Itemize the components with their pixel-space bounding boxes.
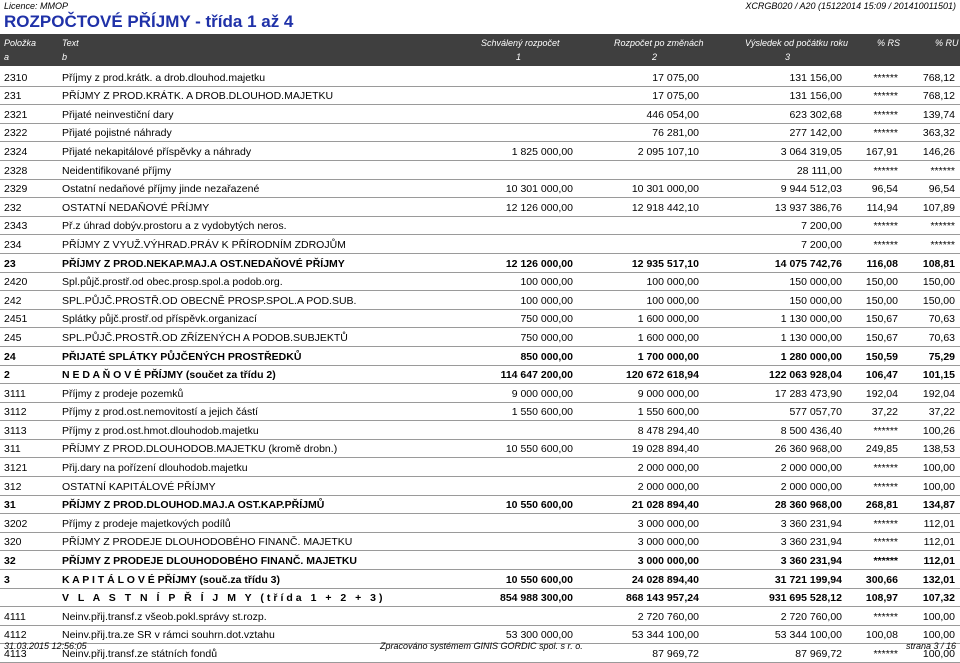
cell-text: PŘÍJMY Z PRODEJE DLOUHODOBÉHO FINANČ. MAJETKU — [62, 555, 357, 568]
cell-text: PŘÍJMY Z PROD.DLOUHOD.MAJ.A OST.KAP.PŘÍJMŮ — [62, 499, 325, 512]
cell-v5: 100,00 — [922, 648, 955, 660]
table-row — [0, 384, 960, 403]
cell-v3: 13 937 386,76 — [774, 201, 842, 214]
cell-v4: ****** — [873, 536, 898, 549]
header-po-zmenach: Rozpočet po změnách — [614, 38, 704, 48]
cell-v1: 10 550 600,00 — [505, 573, 573, 586]
table-row — [0, 124, 960, 143]
cell-v5: 150,00 — [922, 294, 955, 307]
cell-v4: ****** — [873, 555, 898, 568]
cell-v4: 249,85 — [865, 443, 898, 456]
table-row — [0, 589, 960, 608]
table-row — [0, 607, 960, 626]
table-row — [0, 328, 960, 347]
cell-v4: 150,00 — [865, 276, 898, 289]
cell-v4: 100,08 — [865, 629, 898, 642]
cell-v1: 10 550 600,00 — [505, 499, 573, 512]
cell-v4: ****** — [873, 164, 898, 177]
cell-v4: 114,94 — [866, 201, 898, 214]
cell-text: Př.z úhrad dobýv.prostoru a z vydobytých neros. — [62, 220, 287, 233]
table-row — [0, 477, 960, 496]
cell-v3: 931 695 528,12 — [769, 592, 842, 605]
cell-v4: ****** — [873, 238, 898, 251]
table-row — [0, 273, 960, 292]
cell-v5: 132,01 — [922, 573, 955, 586]
cell-v5: 108,81 — [922, 257, 955, 270]
cell-v3: 28 111,00 — [796, 164, 842, 177]
cell-v2: 9 000 000,00 — [637, 387, 699, 400]
cell-text: Příjmy z prod.ost.hmot.dlouhodob.majetku — [62, 424, 259, 437]
cell-v1: 1 825 000,00 — [511, 145, 573, 158]
cell-v4: ****** — [873, 127, 898, 140]
header-text: Text — [62, 38, 79, 48]
cell-code: 3202 — [4, 517, 28, 530]
table-row — [0, 570, 960, 589]
cell-v5: ****** — [930, 164, 955, 177]
cell-v2: 12 918 442,10 — [631, 201, 699, 214]
cell-v5: ****** — [930, 220, 955, 233]
cell-v5: 134,87 — [922, 499, 955, 512]
cell-text: Neidentifikované příjmy — [62, 164, 172, 177]
cell-v1: 12 126 000,00 — [505, 201, 573, 214]
cell-v1: 750 000,00 — [520, 313, 573, 326]
cell-v2: 2 720 760,00 — [637, 610, 699, 623]
table-row — [0, 254, 960, 273]
header-sub-a: a — [4, 52, 10, 62]
cell-text: PŘIJATÉ SPLÁTKY PŮJČENÝCH PROSTŘEDKŮ — [62, 350, 302, 363]
cell-v3: 1 130 000,00 — [780, 313, 842, 326]
cell-text: N E D A Ň O V É PŘÍJMY (součet za třídu 2) — [62, 369, 276, 382]
cell-v3: 7 200,00 — [801, 238, 842, 251]
table-header — [0, 34, 960, 66]
cell-v3: 2 000 000,00 — [780, 462, 842, 475]
cell-text: Přijaté neinvestiční dary — [62, 108, 174, 121]
header-vysledek: Výsledek od počátku roku — [745, 38, 849, 48]
cell-v1: 750 000,00 — [520, 331, 573, 344]
cell-code: 2324 — [4, 145, 28, 158]
cell-v5: 75,29 — [928, 350, 955, 363]
cell-v4: ****** — [873, 424, 898, 437]
cell-v2: 19 028 894,40 — [631, 443, 699, 456]
cell-v2: 2 095 107,10 — [637, 145, 699, 158]
header-sub-3: 3 — [785, 52, 791, 62]
header-sub-2: 2 — [652, 52, 658, 62]
cell-text: Přijaté nekapitálové příspěvky a náhrady — [62, 145, 252, 158]
cell-text: Příjmy z prod.ost.nemovitostí a jejich částí — [62, 406, 259, 419]
cell-v2: 1 600 000,00 — [637, 313, 699, 326]
table-row — [0, 105, 960, 124]
cell-code: 4112 — [4, 629, 27, 642]
header-polozka: Položka — [4, 38, 37, 48]
cell-v2: 12 935 517,10 — [631, 257, 699, 270]
cell-v5: 768,12 — [922, 90, 955, 103]
cell-text: OSTATNÍ KAPITÁLOVÉ PŘÍJMY — [62, 480, 216, 493]
license-text: Licence: MMOP — [4, 1, 69, 11]
cell-v2: 10 301 000,00 — [631, 183, 699, 196]
cell-v5: 100,26 — [922, 424, 955, 437]
cell-v1: 100 000,00 — [520, 294, 573, 307]
cell-v4: ****** — [873, 71, 898, 84]
cell-code: 245 — [4, 331, 22, 344]
cell-text: Příjmy z prodeje pozemků — [62, 387, 184, 400]
cell-code: 4113 — [4, 648, 27, 660]
cell-code: 231 — [4, 90, 22, 103]
table-row — [0, 421, 960, 440]
cell-code: 4111 — [4, 610, 26, 623]
cell-v1: 9 000 000,00 — [511, 387, 573, 400]
cell-text: SPL.PŮJČ.PROSTŘ.OD ZŘÍZENÝCH A PODOB.SUBJEKTŮ — [62, 331, 348, 344]
cell-v4: 150,00 — [865, 294, 898, 307]
cell-v2: 100 000,00 — [646, 276, 699, 289]
cell-v4: ****** — [873, 480, 898, 493]
cell-v3: 122 063 928,04 — [769, 369, 842, 382]
header-sub-b: b — [62, 52, 68, 62]
table-body — [0, 68, 960, 663]
cell-v2: 17 075,00 — [652, 71, 699, 84]
cell-v2: 446 054,00 — [646, 108, 699, 121]
cell-text: Přijaté pojistné náhrady — [62, 127, 172, 140]
cell-v4: ****** — [873, 517, 898, 530]
cell-v3: 17 283 473,90 — [774, 387, 842, 400]
table-row — [0, 533, 960, 552]
cell-v4: 150,67 — [865, 313, 898, 326]
cell-v2: 17 075,00 — [652, 90, 699, 103]
cell-v2: 8 478 294,40 — [637, 424, 699, 437]
cell-code: 2328 — [4, 164, 28, 177]
cell-v5: ****** — [930, 238, 955, 251]
cell-v1: 114 647 200,00 — [500, 369, 573, 382]
cell-v2: 3 000 000,00 — [637, 536, 699, 549]
cell-text: PŘÍJMY Z VYUŽ.VÝHRAD.PRÁV K PŘÍRODNÍM ZDROJŮM — [62, 238, 346, 251]
cell-v2: 1 600 000,00 — [637, 331, 699, 344]
cell-v2: 1 550 600,00 — [637, 406, 699, 419]
cell-text: Přij.dary na pořízení dlouhodob.majetku — [62, 462, 248, 475]
cell-v4: 96,54 — [871, 183, 898, 196]
cell-v5: 112,01 — [923, 517, 955, 530]
cell-v3: 7 200,00 — [801, 220, 842, 233]
cell-v4: 150,67 — [865, 331, 898, 344]
header-sub-1: 1 — [516, 52, 522, 62]
table-row — [0, 551, 960, 570]
table-row — [0, 217, 960, 236]
cell-v4: 108,97 — [865, 592, 898, 605]
cell-v5: 107,32 — [922, 592, 955, 605]
cell-v5: 363,32 — [922, 127, 955, 140]
cell-v2: 3 000 000,00 — [637, 517, 699, 530]
footer — [0, 640, 960, 653]
cell-v4: ****** — [873, 648, 898, 660]
cell-v5: 150,00 — [922, 276, 955, 289]
cell-v3: 26 360 968,00 — [774, 443, 842, 456]
cell-v2: 3 000 000,00 — [637, 555, 699, 568]
cell-code: 3121 — [4, 462, 28, 475]
cell-text: Příjmy z prodeje majetkových podílů — [62, 517, 231, 530]
cell-v4: 192,04 — [865, 387, 898, 400]
table-row — [0, 347, 960, 366]
cell-text: Neinv.přij.transf.z všeob.pokl.správy st.rozp. — [62, 610, 267, 623]
cell-v2: 2 000 000,00 — [637, 480, 699, 493]
cell-code: 2 — [4, 369, 10, 382]
cell-text: Splátky půjč.prostř.od příspěvk.organizací — [62, 313, 257, 326]
cell-v5: 107,89 — [922, 201, 955, 214]
cell-v1: 10 550 600,00 — [505, 443, 573, 456]
cell-v5: 37,22 — [928, 406, 955, 419]
system-note: Zpracováno systémem GINIS GORDIC spol. s r. o. — [380, 641, 583, 651]
cell-v4: 116,08 — [866, 257, 898, 270]
cell-v3: 14 075 742,76 — [774, 257, 842, 270]
print-date: 31.03.2015 12:56:05 — [4, 641, 87, 651]
cell-v5: 100,00 — [922, 610, 955, 623]
cell-v3: 2 000 000,00 — [780, 480, 842, 493]
cell-v3: 2 720 760,00 — [780, 610, 842, 623]
table-row — [0, 68, 960, 87]
cell-v5: 112,01 — [923, 536, 955, 549]
cell-v5: 101,15 — [922, 369, 955, 382]
header-schvaleny: Schválený rozpočet — [481, 38, 560, 48]
cell-v5: 112,01 — [923, 555, 955, 568]
cell-v4: ****** — [873, 462, 898, 475]
cell-v3: 8 500 436,40 — [780, 424, 842, 437]
report-code: XCRGB020 / A20 (15122014 15:09 / 201410011501) — [745, 1, 956, 11]
cell-v5: 138,53 — [922, 443, 955, 456]
license-bar — [0, 0, 960, 12]
cell-v5: 70,63 — [928, 331, 955, 344]
cell-v3: 150 000,00 — [789, 276, 842, 289]
cell-v1: 850 000,00 — [520, 350, 573, 363]
cell-code: 32 — [4, 555, 16, 568]
cell-v3: 131 156,00 — [789, 90, 842, 103]
cell-code: 242 — [4, 294, 22, 307]
cell-v5: 768,12 — [922, 71, 955, 84]
cell-v3: 1 280 000,00 — [780, 350, 842, 363]
page-number: strana 3 / 16 — [905, 641, 956, 651]
cell-text: PŘÍJMY Z PROD.KRÁTK. A DROB.DLOUHOD.MAJETKU — [62, 90, 334, 103]
cell-code: 24 — [4, 350, 16, 363]
cell-text: Příjmy z prod.krátk. a drob.dlouhod.majetku — [62, 71, 266, 84]
cell-v3: 3 360 231,94 — [780, 517, 842, 530]
cell-v3: 31 721 199,94 — [774, 573, 842, 586]
table-row — [0, 87, 960, 106]
table-row — [0, 161, 960, 180]
cell-v2: 53 344 100,00 — [631, 629, 699, 642]
cell-v5: 100,00 — [922, 462, 955, 475]
cell-v2: 2 000 000,00 — [637, 462, 699, 475]
cell-v2: 21 028 894,40 — [631, 499, 699, 512]
cell-v2: 76 281,00 — [652, 127, 699, 140]
cell-code: 312 — [4, 480, 22, 493]
cell-v4: 300,66 — [865, 573, 898, 586]
cell-v1: 1 550 600,00 — [511, 406, 573, 419]
header-rs: % RS — [877, 38, 901, 48]
cell-v2: 1 700 000,00 — [637, 350, 699, 363]
cell-text: OSTATNÍ NEDAŇOVÉ PŘÍJMY — [62, 201, 210, 214]
cell-code: 2329 — [4, 183, 28, 196]
cell-v3: 3 360 231,94 — [780, 536, 842, 549]
cell-v3: 131 156,00 — [789, 71, 842, 84]
cell-v3: 3 064 319,05 — [780, 145, 842, 158]
table-row — [0, 180, 960, 199]
cell-v1: 12 126 000,00 — [505, 257, 573, 270]
cell-v4: ****** — [873, 610, 898, 623]
cell-v2: 868 143 957,24 — [626, 592, 699, 605]
cell-v1: 854 988 300,00 — [500, 592, 573, 605]
table-row — [0, 514, 960, 533]
cell-code: 320 — [4, 536, 22, 549]
cell-code: 3112 — [4, 406, 27, 419]
cell-v3: 53 344 100,00 — [774, 629, 842, 642]
cell-text: V L A S T N Í P Ř Í J M Y (třída 1 + 2 + 3) — [62, 592, 386, 605]
cell-v3: 277 142,00 — [789, 127, 842, 140]
cell-v4: ****** — [873, 220, 898, 233]
cell-v3: 1 130 000,00 — [780, 331, 842, 344]
cell-v5: 139,74 — [922, 108, 955, 121]
table-row — [0, 458, 960, 477]
cell-v3: 577 057,70 — [789, 406, 842, 419]
cell-code: 2451 — [4, 313, 28, 326]
cell-code: 2420 — [4, 276, 28, 289]
cell-v2: 24 028 894,40 — [631, 573, 699, 586]
cell-text: PŘÍJMY Z PROD.DLOUHODOB.MAJETKU (kromě drobn.) — [62, 443, 338, 456]
cell-v2: 100 000,00 — [646, 294, 699, 307]
cell-text: Ostatní nedaňové příjmy jinde nezařazené — [62, 183, 260, 196]
cell-v3: 28 360 968,00 — [774, 499, 842, 512]
cell-v1: 10 301 000,00 — [505, 183, 573, 196]
cell-text: PŘÍJMY Z PRODEJE DLOUHODOBÉHO FINANČ. MAJETKU — [62, 536, 353, 549]
cell-code: 3113 — [4, 424, 27, 437]
cell-text: Neinv.přij.transf.ze státních fondů — [62, 648, 218, 660]
table-row — [0, 310, 960, 329]
cell-v3: 150 000,00 — [789, 294, 842, 307]
cell-code: 2310 — [4, 71, 28, 84]
cell-code: 311 — [4, 443, 21, 456]
table-row — [0, 496, 960, 515]
cell-v2: 120 672 618,94 — [626, 369, 699, 382]
table-row — [0, 291, 960, 310]
cell-v3: 87 969,72 — [795, 648, 842, 660]
cell-v3: 3 360 231,94 — [780, 555, 842, 568]
cell-code: 2322 — [4, 127, 28, 140]
table-row — [0, 142, 960, 161]
cell-text: SPL.PŮJČ.PROSTŘ.OD OBECNĚ PROSP.SPOL.A POD.SUB. — [62, 294, 357, 307]
table-row — [0, 366, 960, 385]
cell-v4: 268,81 — [865, 499, 898, 512]
cell-v4: ****** — [873, 90, 898, 103]
cell-code: 23 — [4, 257, 16, 270]
cell-code: 3 — [4, 573, 10, 586]
cell-v5: 96,54 — [928, 183, 955, 196]
table-row — [0, 198, 960, 217]
table-row — [0, 440, 960, 459]
cell-code: 31 — [4, 499, 16, 512]
cell-v3: 623 302,68 — [789, 108, 842, 121]
page-title: ROZPOČTOVÉ PŘÍJMY - třída 1 až 4 — [4, 12, 294, 31]
cell-code: 2321 — [4, 108, 28, 121]
cell-v5: 192,04 — [922, 387, 955, 400]
cell-v4: 150,59 — [865, 350, 898, 363]
cell-v4: ****** — [873, 108, 898, 121]
cell-code: 2343 — [4, 220, 28, 233]
cell-code: 3111 — [4, 387, 26, 400]
cell-code: 232 — [4, 201, 22, 214]
cell-v5: 146,26 — [922, 145, 955, 158]
cell-v3: 9 944 512,03 — [780, 183, 842, 196]
cell-text: Spl.půjč.prostř.od obec.prosp.spol.a podob.org. — [62, 276, 283, 289]
header-ru: % RU — [935, 38, 959, 48]
cell-text: K A P I T Á L O V É PŘÍJMY (souč.za třídu 3) — [62, 573, 281, 586]
cell-v5: 100,00 — [922, 629, 955, 642]
cell-code: 234 — [4, 238, 22, 251]
cell-text: Neinv.přij.tra.ze SR v rámci souhrn.dot.vztahu — [62, 629, 275, 642]
cell-v1: 100 000,00 — [520, 276, 573, 289]
cell-v5: 100,00 — [922, 480, 955, 493]
cell-v5: 70,63 — [928, 313, 955, 326]
cell-v4: 37,22 — [871, 406, 898, 419]
cell-v4: 167,91 — [865, 145, 898, 158]
cell-v4: 106,47 — [865, 369, 898, 382]
table-row — [0, 235, 960, 254]
cell-v1: 53 300 000,00 — [505, 629, 573, 642]
cell-v2: 87 969,72 — [652, 648, 699, 660]
cell-text: PŘÍJMY Z PROD.NEKAP.MAJ.A OST.NEDAŇOVÉ PŘÍJMY — [62, 257, 345, 270]
table-row — [0, 403, 960, 422]
